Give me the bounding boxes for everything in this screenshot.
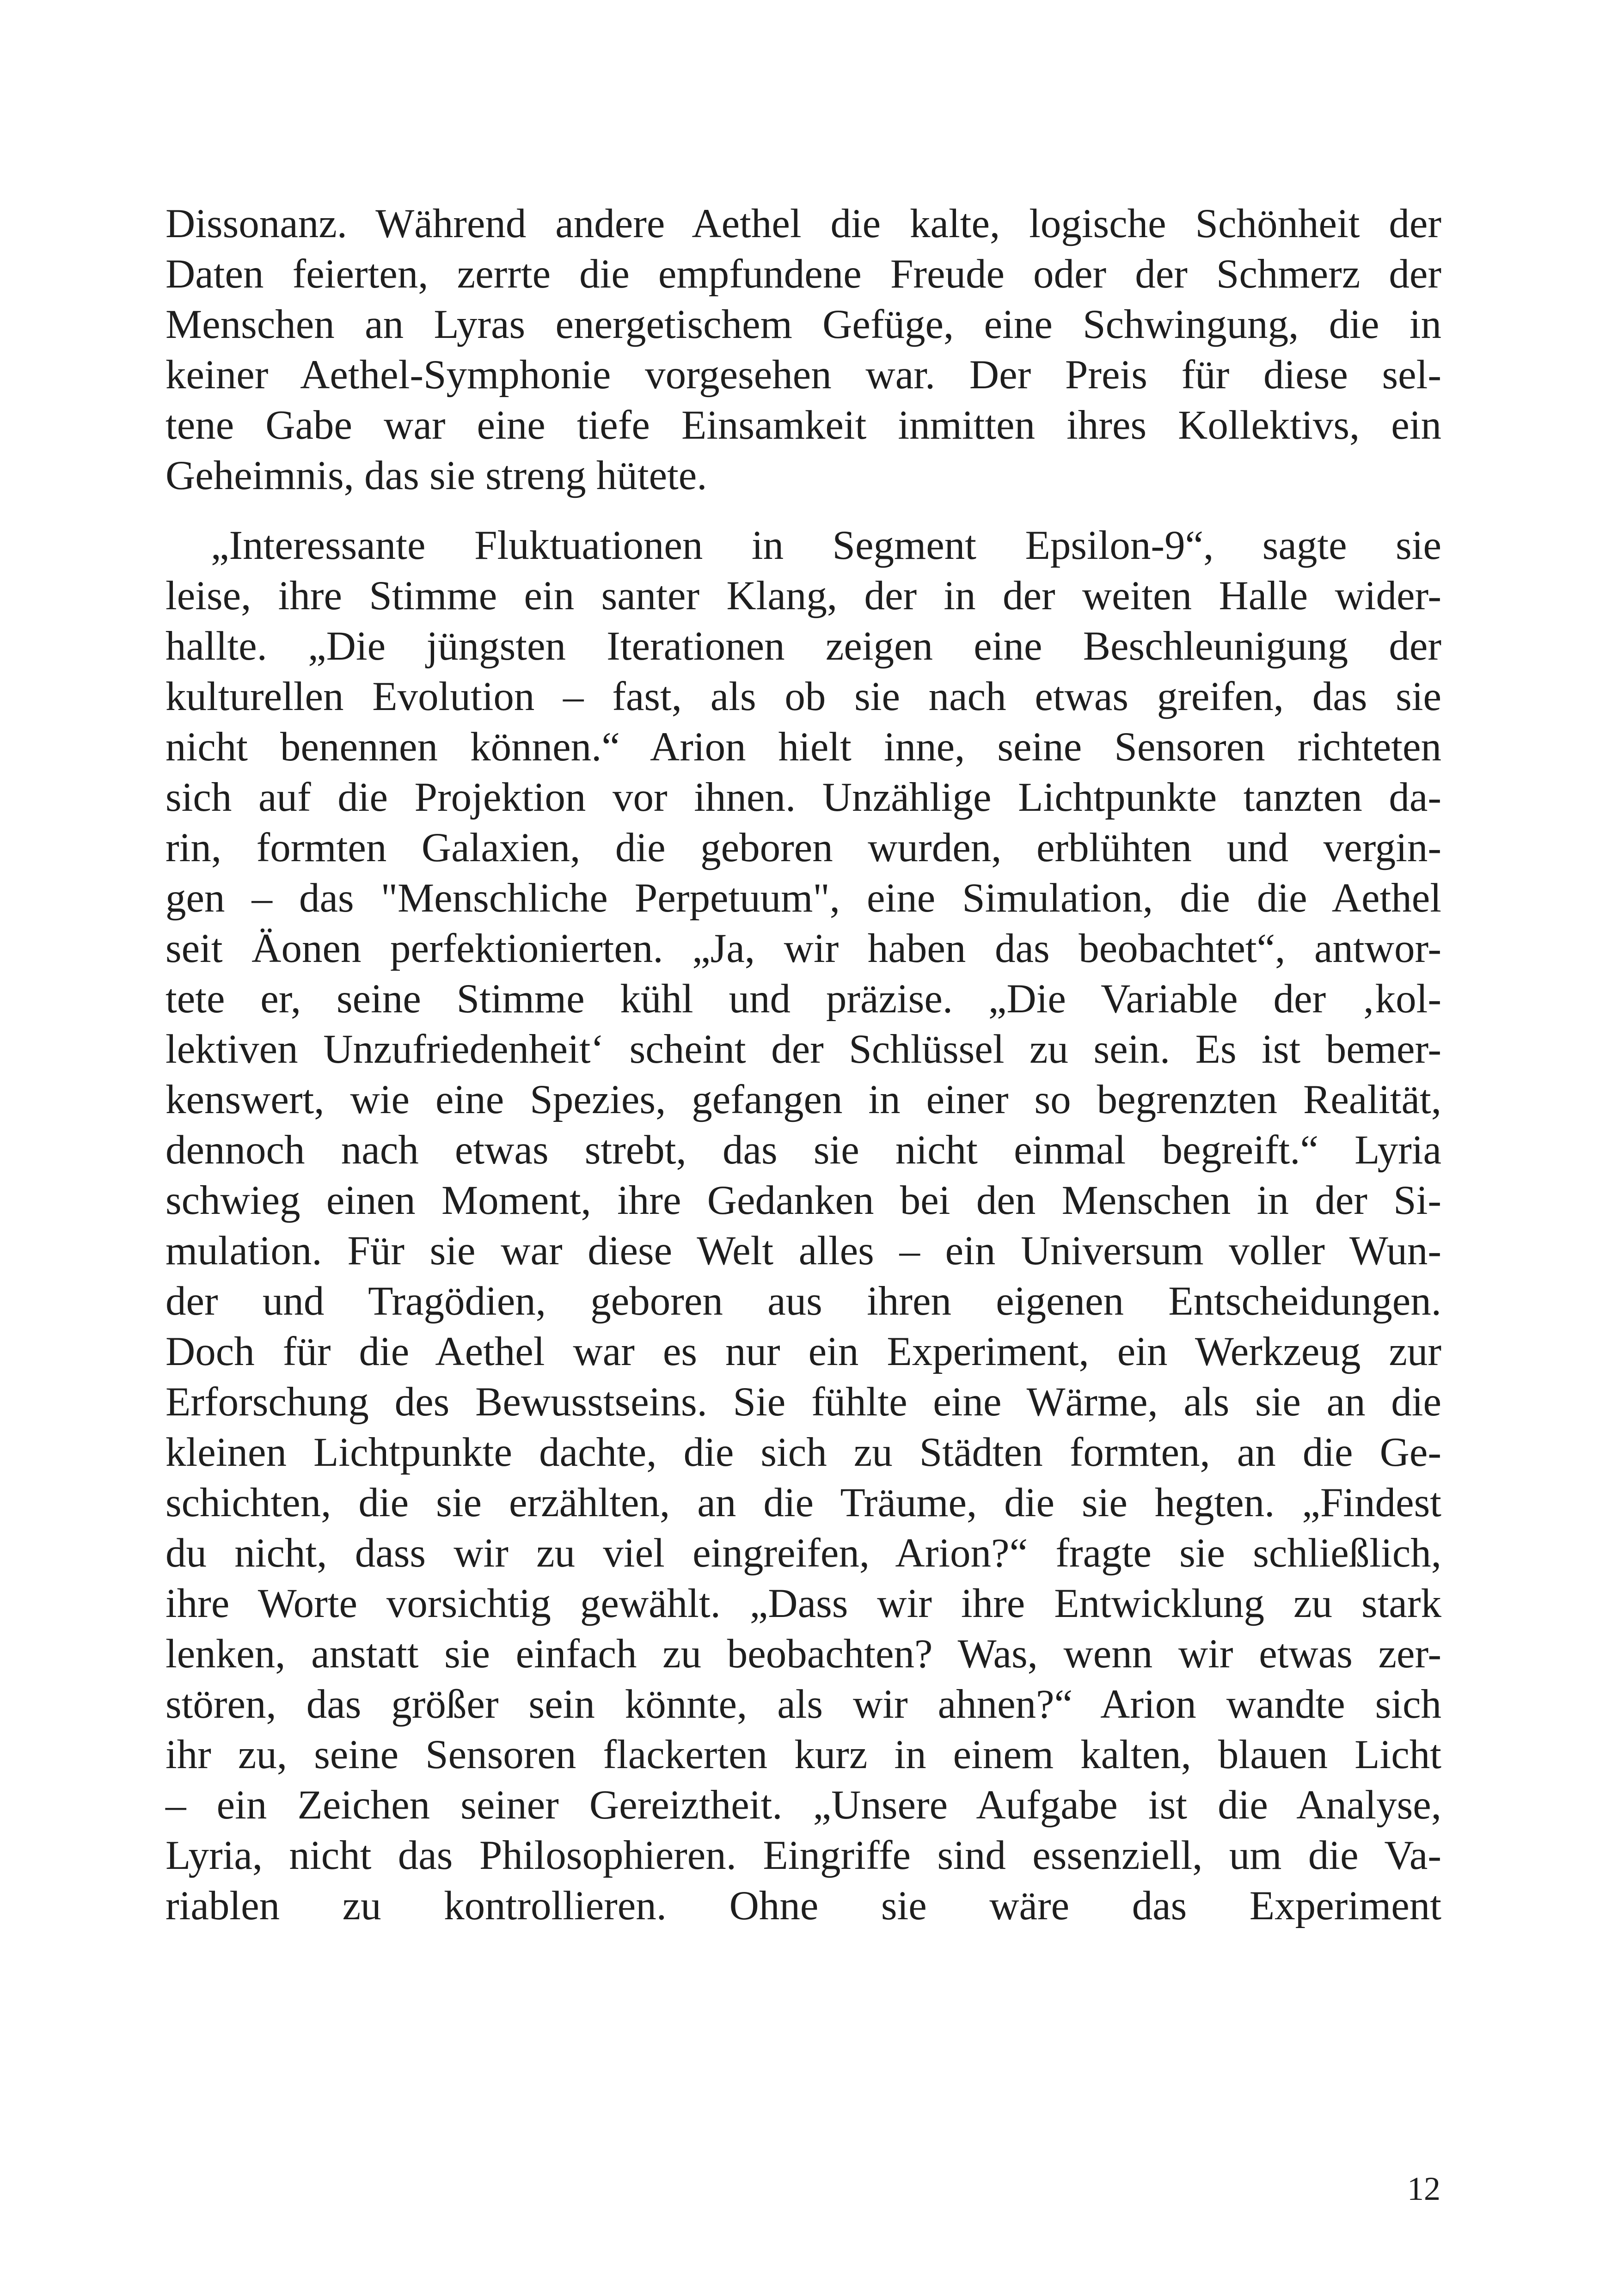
text-line: ihre Worte vorsichtig gewählt. „Dass wir ihre Entwicklung zu stark <box>165 1581 1441 1626</box>
text-line: Erforschung des Bewusstseins. Sie fühlte eine Wärme, als sie an die <box>165 1379 1441 1425</box>
text-line: Doch für die Aethel war es nur ein Experiment, ein Werkzeug zur <box>165 1329 1441 1374</box>
paragraph-2 <box>165 520 1441 1931</box>
text-line: Dissonanz. Während andere Aethel die kalte, logische Schönheit der <box>165 201 1441 246</box>
text-line: schichten, die sie erzählten, an die Träume, die sie hegten. „Findest <box>165 1480 1441 1525</box>
text-line: Geheimnis, das sie streng hütete. <box>165 453 707 498</box>
text-line: der und Tragödien, geboren aus ihren eigenen Entscheidungen. <box>165 1279 1441 1324</box>
paragraph-gap <box>165 501 1441 520</box>
text-line: tete er, seine Stimme kühl und präzise. „Die Variable der ‚kol- <box>165 976 1441 1022</box>
text-line: Lyria, nicht das Philosophieren. Eingriffe sind essenziell, um die Va- <box>165 1833 1441 1878</box>
text-line: „Interessante Fluktuationen in Segment Epsilon-9“, sagte sie <box>211 523 1441 568</box>
text-line: mulation. Für sie war diese Welt alles – ein Universum voller Wun- <box>165 1228 1441 1274</box>
text-line: kleinen Lichtpunkte dachte, die sich zu Städten formten, an die Ge- <box>165 1430 1441 1475</box>
text-line: Menschen an Lyras energetischem Gefüge, eine Schwingung, die in <box>165 302 1441 347</box>
text-line: leise, ihre Stimme ein santer Klang, der in der weiten Halle wider- <box>165 573 1441 618</box>
text-line: lektiven Unzufriedenheit‘ scheint der Schlüssel zu sein. Es ist bemer- <box>165 1027 1441 1072</box>
text-line: stören, das größer sein könnte, als wir ahnen?“ Arion wandte sich <box>165 1682 1441 1727</box>
text-line: sich auf die Projektion vor ihnen. Unzählige Lichtpunkte tanzten da- <box>165 775 1441 820</box>
text-line: riablen zu kontrollieren. Ohne sie wäre das Experiment <box>165 1883 1441 1929</box>
text-line: kenswert, wie eine Spezies, gefangen in einer so begrenzten Realität, <box>165 1077 1441 1122</box>
text-line: dennoch nach etwas strebt, das sie nicht einmal begreift.“ Lyria <box>165 1127 1441 1173</box>
paragraph-1 <box>165 199 1441 501</box>
text-line: du nicht, dass wir zu viel eingreifen, Arion?“ fragte sie schließlich, <box>165 1531 1441 1576</box>
page-number: 12 <box>1407 2170 1440 2207</box>
text-line: rin, formten Galaxien, die geboren wurden, erblühten und vergin- <box>165 825 1441 870</box>
text-line: tene Gabe war eine tiefe Einsamkeit inmitten ihres Kollektivs, ein <box>165 403 1441 448</box>
text-line: Daten feierten, zerrte die empfundene Freude oder der Schmerz der <box>165 251 1441 297</box>
body-text <box>165 199 1441 1931</box>
text-line: – ein Zeichen seiner Gereiztheit. „Unsere Aufgabe ist die Analyse, <box>165 1782 1441 1828</box>
text-line: kulturellen Evolution – fast, als ob sie nach etwas greifen, das sie <box>165 674 1441 719</box>
text-line: seit Äonen perfektionierten. „Ja, wir haben das beobachtet“, antwor- <box>165 926 1441 971</box>
text-line: keiner Aethel-Symphonie vorgesehen war. Der Preis für diese sel- <box>165 352 1441 398</box>
text-line: lenken, anstatt sie einfach zu beobachten? Was, wenn wir etwas zer- <box>165 1631 1441 1677</box>
text-line: nicht benennen können.“ Arion hielt inne, seine Sensoren richteten <box>165 724 1441 770</box>
text-line: hallte. „Die jüngsten Iterationen zeigen eine Beschleunigung der <box>165 624 1441 669</box>
text-line: schwieg einen Moment, ihre Gedanken bei den Menschen in der Si- <box>165 1178 1441 1223</box>
text-line: ihr zu, seine Sensoren flackerten kurz in einem kalten, blauen Licht <box>165 1732 1441 1777</box>
text-line: gen – das "Menschliche Perpetuum", eine Simulation, die die Aethel <box>165 876 1441 921</box>
